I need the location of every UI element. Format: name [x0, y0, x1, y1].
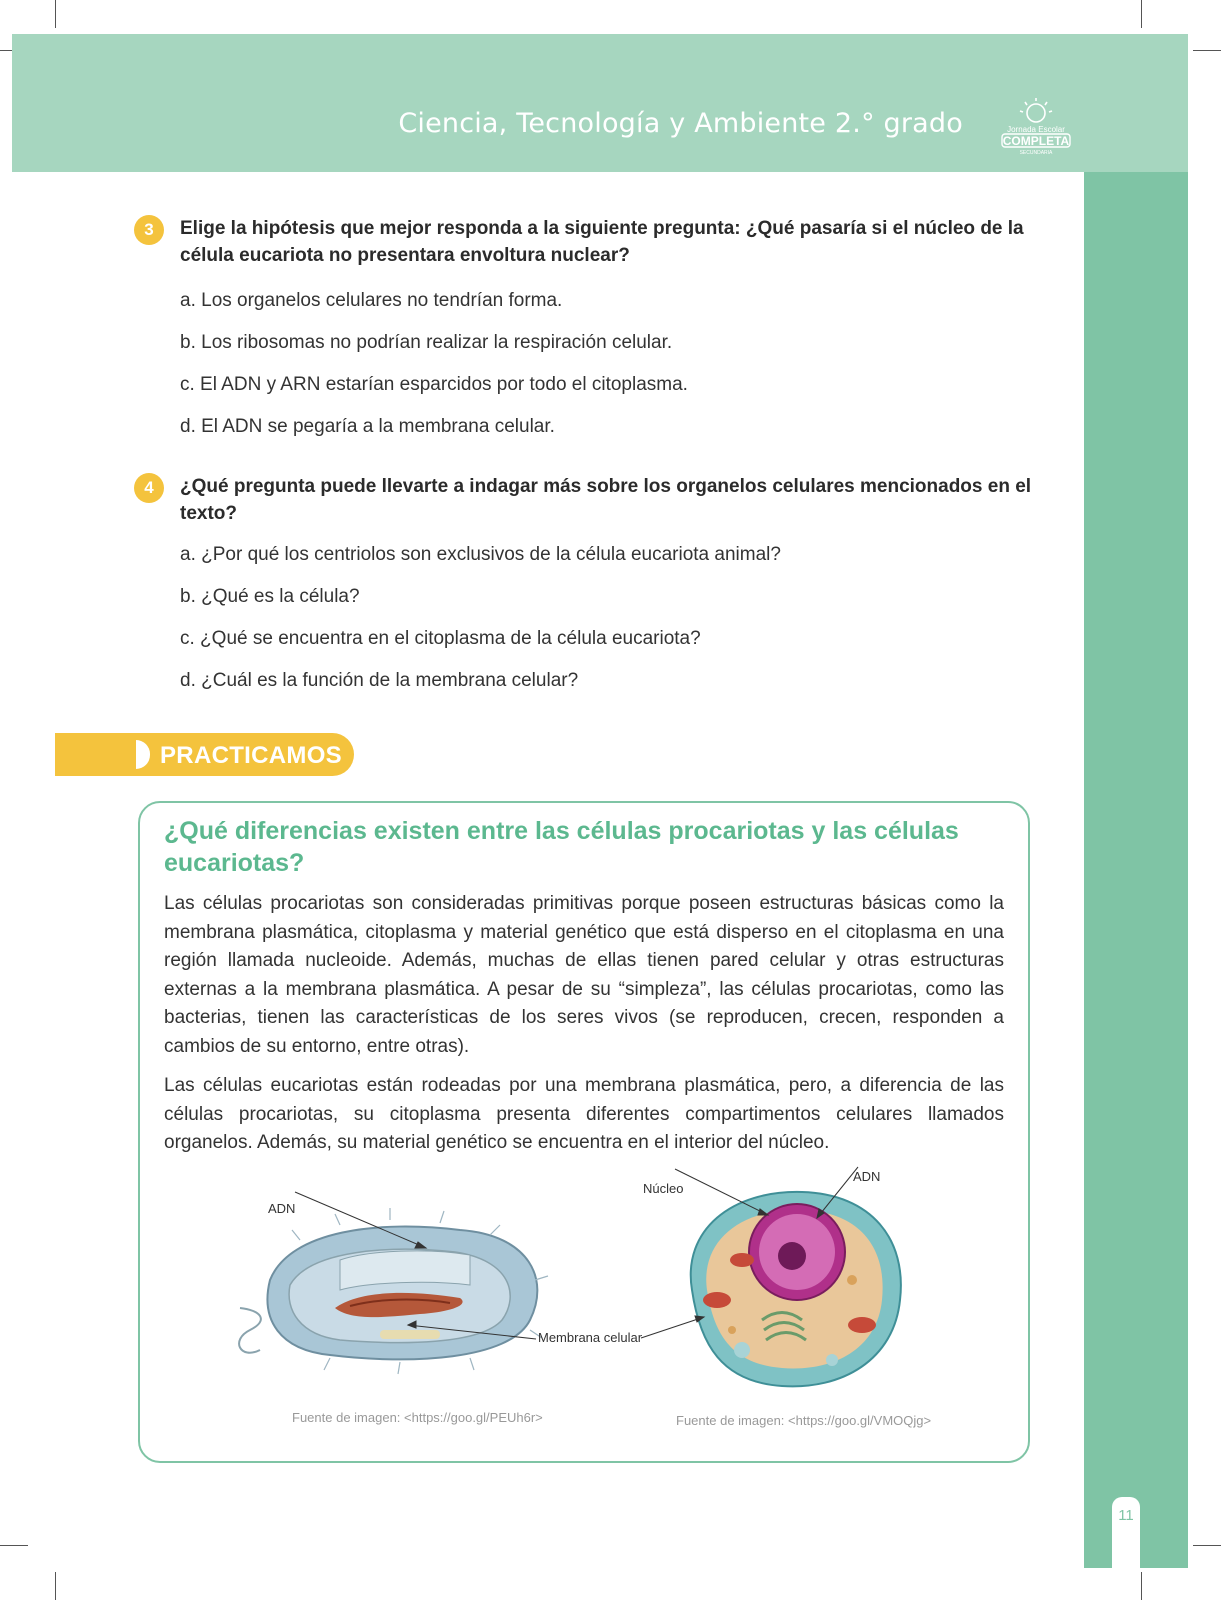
- label-adn-eukaryote: ADN: [853, 1169, 881, 1184]
- question-number-badge: 3: [134, 215, 164, 245]
- arrow-head-icon: [408, 1321, 416, 1328]
- question-text: Elige la hipótesis que mejor responda a la siguiente pregunta: ¿Qué pasaría si el núcleo de la célula eucariota no presentara envoltura nuclear?: [180, 218, 1024, 266]
- pointer-line: [675, 1169, 768, 1215]
- label-membrana-celular: Membrana celular: [538, 1330, 643, 1345]
- answer-option: d. ¿Cuál es la función de la membrana celular?: [180, 670, 579, 691]
- image-source-left: Fuente de imagen: <https://goo.gl/PEUh6r>: [292, 1410, 543, 1425]
- logo-text-main: COMPLETA: [1002, 134, 1070, 148]
- page-number: 11: [1118, 1507, 1134, 1524]
- image-source-right: Fuente de imagen: <https://goo.gl/VMOQjg>: [676, 1413, 932, 1428]
- paragraph: Las células procariotas son consideradas primitivas porque poseen estructuras básicas como la membrana plasmática, citoplasma y material genético que está disperso en el citoplasma en una región llamada nucleoide. Además, muchas de ellas tienen pared celular y otras estructuras externas a la membrana plasmática. A pesar de su “simpleza”, las células procariotas, como las bacterias, tienen las características de los seres vivos (se reproducen, crecen, responden a cambios de su entorno, entre otras).: [164, 893, 1004, 1057]
- paragraph: Las células eucariotas están rodeadas por una membrana plasmática, pero, a diferencia de las células procariotas, su citoplasma presenta diferentes compartimentos celulares llamados organelos. Además, su material genético se encuentra en el interior del núcleo.: [164, 1075, 1004, 1154]
- arrow-head-icon: [695, 1316, 704, 1322]
- pointer-line: [408, 1325, 536, 1339]
- answer-option: a. Los organelos celulares no tendrían forma.: [180, 290, 563, 311]
- question-text: ¿Qué pregunta puede llevarte a indagar más sobre los organelos celulares mencionados en el texto?: [180, 476, 1032, 524]
- arrow-head-icon: [758, 1209, 768, 1215]
- section-label: PRACTICAMOS: [160, 742, 342, 769]
- label-nucleo: Núcleo: [643, 1181, 684, 1196]
- label-adn-prokaryote: ADN: [268, 1201, 296, 1216]
- logo-text-bottom: SECUNDARIA: [1019, 150, 1053, 156]
- answer-option: d. El ADN se pegaría a la membrana celular.: [180, 416, 555, 437]
- answer-option: b. Los ribosomas no podrían realizar la respiración celular.: [180, 332, 673, 353]
- answer-option: c. ¿Qué se encuentra en el citoplasma de la célula eucariota?: [180, 628, 701, 649]
- question-number-badge: 4: [134, 473, 164, 503]
- logo-text-top: Jornada Escolar: [1007, 125, 1065, 134]
- answer-option: a. ¿Por qué los centriolos son exclusivos de la célula eucariota animal?: [180, 544, 781, 565]
- box-title: ¿Qué diferencias existen entre las células procariotas y las células eucariotas?: [164, 817, 959, 877]
- pointer-line: [817, 1167, 858, 1218]
- answer-option: c. El ADN y ARN estarían esparcidos por todo el citoplasma.: [180, 374, 688, 395]
- page-header-title: Ciencia, Tecnología y Ambiente 2.° grado: [398, 108, 963, 139]
- arrow-head-icon: [415, 1242, 426, 1248]
- answer-option: b. ¿Qué es la célula?: [180, 586, 360, 607]
- pointer-line: [641, 1317, 704, 1338]
- pointer-line: [295, 1192, 426, 1248]
